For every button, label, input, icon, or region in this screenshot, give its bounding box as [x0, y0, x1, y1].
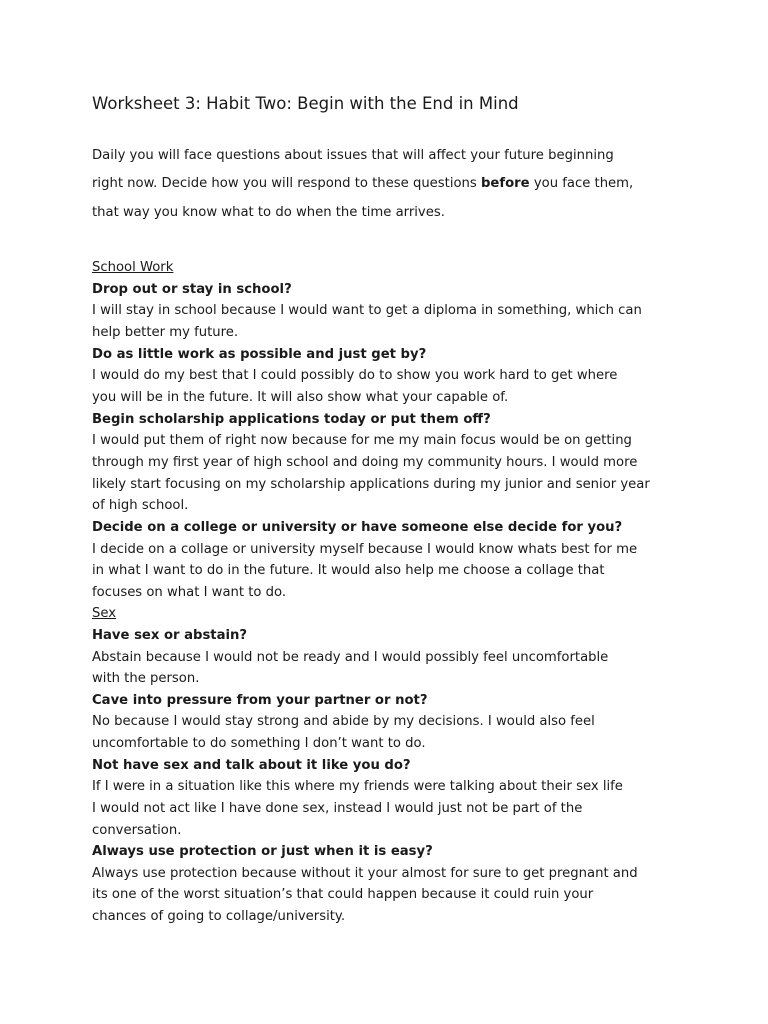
question: Decide on a college or university or have someone else decide for you?	[92, 520, 623, 535]
answer-line: with the person.	[92, 671, 200, 686]
intro-line-3: that way you know what to do when the time arrives.	[92, 205, 445, 220]
answer-line: Always use protection because without it your almost for sure to get pregnant and	[92, 866, 638, 881]
answer-line: If I were in a situation like this where my friends were talking about their sex life	[92, 779, 623, 794]
question: Have sex or abstain?	[92, 628, 248, 643]
answer-line: in what I want to do in the future. It would also help me choose a collage that	[92, 563, 605, 578]
question: Not have sex and talk about it like you do?	[92, 758, 411, 773]
answer-line: I would not act like I have done sex, instead I would just not be part of the	[92, 801, 583, 816]
answer-line: of high school.	[92, 498, 189, 513]
answer-line: likely start focusing on my scholarship applications during my junior and senior year	[92, 477, 650, 492]
answer-line: conversation.	[92, 823, 182, 838]
answer-line: Abstain because I would not be ready and I would possibly feel uncomfortable	[92, 650, 609, 665]
question: Cave into pressure from your partner or not?	[92, 693, 428, 708]
intro-line-2	[92, 176, 692, 191]
intro-line-2-start: right now. Decide how you will respond to these questions	[92, 176, 481, 191]
question: Do as little work as possible and just get by?	[92, 347, 427, 362]
question: Drop out or stay in school?	[92, 282, 292, 297]
answer-line: No because I would stay strong and abide by my decisions. I would also feel	[92, 714, 595, 729]
question: Always use protection or just when it is easy?	[92, 844, 433, 859]
answer-line: you will be in the future. It will also show what your capable of.	[92, 390, 509, 405]
section-heading-sex: Sex	[92, 606, 117, 621]
answer-line: focuses on what I want to do.	[92, 585, 287, 600]
answer-line: I would do my best that I could possibly do to show you work hard to get where	[92, 368, 618, 383]
section-heading-school-work: School Work	[92, 260, 174, 275]
answer-line: chances of going to collage/university.	[92, 909, 346, 924]
answer-line: through my first year of high school and doing my community hours. I would more	[92, 455, 638, 470]
answer-line: I would put them of right now because for me my main focus would be on getting	[92, 433, 632, 448]
answer-line: I decide on a collage or university myself because I would know whats best for me	[92, 542, 638, 557]
intro-emphasis: before	[480, 176, 530, 191]
answer-line: uncomfortable to do something I don’t want to do.	[92, 736, 426, 751]
answer-line: help better my future.	[92, 325, 239, 340]
answer-line: its one of the worst situation’s that could happen because it could ruin your	[92, 887, 594, 902]
intro-line-1: Daily you will face questions about issues that will affect your future beginning	[92, 148, 614, 163]
page-title: Worksheet 3: Habit Two: Begin with the End in Mind	[92, 94, 519, 113]
answer-line: I will stay in school because I would want to get a diploma in something, which can	[92, 303, 642, 318]
intro-line-2-end: you face them,	[529, 176, 634, 191]
question: Begin scholarship applications today or put them off?	[92, 412, 491, 427]
